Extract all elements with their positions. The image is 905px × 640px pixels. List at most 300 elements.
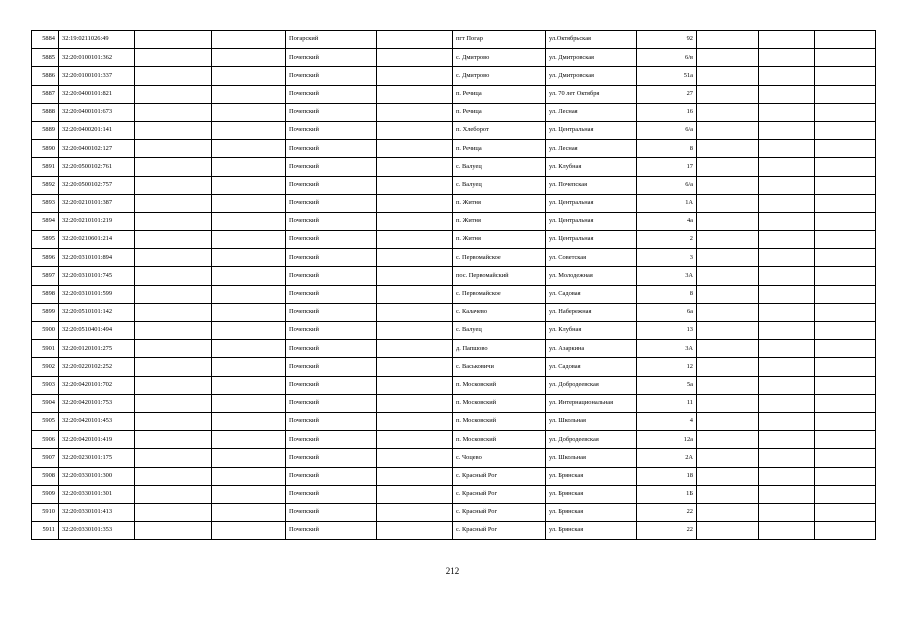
house-number-cell: 2: [637, 231, 697, 249]
blank-cell: [759, 49, 815, 67]
settlement-cell: с. Чоцево: [453, 449, 546, 467]
row-number-cell: 5885: [32, 49, 59, 67]
house-number-cell: 1А: [637, 194, 697, 212]
blank-cell: [135, 267, 212, 285]
blank-cell: [815, 67, 876, 85]
blank-cell: [135, 431, 212, 449]
row-number-cell: 5891: [32, 158, 59, 176]
cadastral-number-cell: 32:20:0420101:702: [59, 376, 135, 394]
street-cell: ул. Набережная: [546, 303, 637, 321]
blank-cell: [212, 158, 286, 176]
blank-cell: [377, 158, 453, 176]
blank-cell: [759, 467, 815, 485]
blank-cell: [815, 303, 876, 321]
blank-cell: [697, 67, 759, 85]
blank-cell: [759, 31, 815, 49]
blank-cell: [815, 231, 876, 249]
district-cell: Почепский: [286, 103, 377, 121]
cadastral-number-cell: 32:20:0330101:353: [59, 522, 135, 540]
blank-cell: [759, 340, 815, 358]
blank-cell: [212, 376, 286, 394]
blank-cell: [377, 522, 453, 540]
house-number-cell: 6/а: [637, 121, 697, 139]
blank-cell: [212, 412, 286, 430]
table-row: [32, 31, 876, 49]
house-number-cell: 6а: [637, 303, 697, 321]
blank-cell: [377, 412, 453, 430]
blank-cell: [212, 176, 286, 194]
cadastral-number-cell: 32:20:0310101:894: [59, 249, 135, 267]
cadastral-number-cell: 32:20:0420101:453: [59, 412, 135, 430]
table-row: [32, 176, 876, 194]
cadastral-number-cell: 32:20:0310101:745: [59, 267, 135, 285]
blank-cell: [759, 194, 815, 212]
blank-cell: [697, 394, 759, 412]
house-number-cell: 2А: [637, 449, 697, 467]
street-cell: ул. Школьная: [546, 412, 637, 430]
street-cell: ул. 70 лет Октября: [546, 85, 637, 103]
settlement-cell: п. Хлеборот: [453, 121, 546, 139]
table-row: [32, 485, 876, 503]
house-number-cell: 17: [637, 158, 697, 176]
table-row: [32, 121, 876, 139]
blank-cell: [759, 212, 815, 230]
blank-cell: [377, 140, 453, 158]
blank-cell: [759, 322, 815, 340]
blank-cell: [135, 412, 212, 430]
table-row: [32, 467, 876, 485]
blank-cell: [697, 158, 759, 176]
blank-cell: [815, 485, 876, 503]
blank-cell: [212, 485, 286, 503]
blank-cell: [697, 212, 759, 230]
settlement-cell: п. Московский: [453, 376, 546, 394]
blank-cell: [697, 194, 759, 212]
street-cell: ул. Школьная: [546, 449, 637, 467]
district-cell: Почепский: [286, 485, 377, 503]
district-cell: Почепский: [286, 85, 377, 103]
street-cell: ул. Брянская: [546, 467, 637, 485]
district-cell: Почепский: [286, 140, 377, 158]
blank-cell: [135, 249, 212, 267]
row-number-cell: 5898: [32, 285, 59, 303]
blank-cell: [377, 322, 453, 340]
blank-cell: [135, 376, 212, 394]
blank-cell: [697, 231, 759, 249]
row-number-cell: 5893: [32, 194, 59, 212]
row-number-cell: 5900: [32, 322, 59, 340]
settlement-cell: с. Первомайское: [453, 285, 546, 303]
row-number-cell: 5904: [32, 394, 59, 412]
house-number-cell: 6/а: [637, 176, 697, 194]
blank-cell: [815, 340, 876, 358]
blank-cell: [377, 121, 453, 139]
street-cell: ул. Добродеевская: [546, 376, 637, 394]
table-row: [32, 49, 876, 67]
settlement-cell: п. Житня: [453, 231, 546, 249]
blank-cell: [815, 176, 876, 194]
row-number-cell: 5903: [32, 376, 59, 394]
blank-cell: [697, 267, 759, 285]
district-cell: Почепский: [286, 67, 377, 85]
district-cell: Почепский: [286, 431, 377, 449]
blank-cell: [212, 67, 286, 85]
row-number-cell: 5901: [32, 340, 59, 358]
blank-cell: [135, 140, 212, 158]
house-number-cell: 8: [637, 140, 697, 158]
settlement-cell: п. Речица: [453, 103, 546, 121]
street-cell: ул. Лесная: [546, 140, 637, 158]
district-cell: Почепский: [286, 158, 377, 176]
blank-cell: [377, 449, 453, 467]
blank-cell: [135, 158, 212, 176]
settlement-cell: с. Валуец: [453, 322, 546, 340]
blank-cell: [697, 522, 759, 540]
house-number-cell: 92: [637, 31, 697, 49]
house-number-cell: 5а: [637, 376, 697, 394]
settlement-cell: с. Дмитрово: [453, 67, 546, 85]
cadastral-number-cell: 32:20:0330101:301: [59, 485, 135, 503]
blank-cell: [759, 431, 815, 449]
blank-cell: [135, 67, 212, 85]
table-row: [32, 267, 876, 285]
settlement-cell: п. Московский: [453, 394, 546, 412]
blank-cell: [759, 176, 815, 194]
blank-cell: [377, 467, 453, 485]
blank-cell: [377, 85, 453, 103]
cadastral-number-cell: 32:20:0400102:127: [59, 140, 135, 158]
district-cell: Почепский: [286, 285, 377, 303]
blank-cell: [377, 285, 453, 303]
table-row: [32, 212, 876, 230]
blank-cell: [697, 358, 759, 376]
blank-cell: [377, 267, 453, 285]
row-number-cell: 5905: [32, 412, 59, 430]
house-number-cell: 3А: [637, 340, 697, 358]
blank-cell: [815, 285, 876, 303]
settlement-cell: п. Московский: [453, 412, 546, 430]
settlement-cell: с. Валуец: [453, 158, 546, 176]
blank-cell: [212, 358, 286, 376]
blank-cell: [135, 340, 212, 358]
blank-cell: [212, 249, 286, 267]
cadastral-number-cell: 32:20:0400201:141: [59, 121, 135, 139]
blank-cell: [815, 412, 876, 430]
district-cell: Почепский: [286, 522, 377, 540]
blank-cell: [212, 285, 286, 303]
street-cell: ул. Дмитровская: [546, 49, 637, 67]
house-number-cell: 3А: [637, 267, 697, 285]
blank-cell: [759, 449, 815, 467]
house-number-cell: 1Б: [637, 485, 697, 503]
blank-cell: [697, 412, 759, 430]
row-number-cell: 5894: [32, 212, 59, 230]
blank-cell: [815, 376, 876, 394]
blank-cell: [759, 485, 815, 503]
settlement-cell: п. Московский: [453, 431, 546, 449]
cadastral-number-cell: 32:20:0420101:753: [59, 394, 135, 412]
cadastral-number-cell: 32:20:0400101:673: [59, 103, 135, 121]
blank-cell: [212, 231, 286, 249]
blank-cell: [135, 121, 212, 139]
settlement-cell: с. Красный Рог: [453, 522, 546, 540]
blank-cell: [815, 431, 876, 449]
table-row: [32, 522, 876, 540]
table-row: [32, 449, 876, 467]
cadastral-number-cell: 32:20:0100101:337: [59, 67, 135, 85]
table-row: [32, 412, 876, 430]
blank-cell: [377, 67, 453, 85]
blank-cell: [212, 31, 286, 49]
blank-cell: [377, 103, 453, 121]
blank-cell: [377, 212, 453, 230]
house-number-cell: 16: [637, 103, 697, 121]
house-number-cell: 11: [637, 394, 697, 412]
street-cell: ул. Центральная: [546, 212, 637, 230]
row-number-cell: 5886: [32, 67, 59, 85]
cadastral-number-cell: 32:20:0220102:252: [59, 358, 135, 376]
blank-cell: [697, 121, 759, 139]
cadastral-number-cell: 32:20:0120101:275: [59, 340, 135, 358]
row-number-cell: 5910: [32, 503, 59, 521]
blank-cell: [815, 212, 876, 230]
blank-cell: [135, 522, 212, 540]
blank-cell: [815, 31, 876, 49]
street-cell: ул. Клубная: [546, 158, 637, 176]
blank-cell: [697, 376, 759, 394]
row-number-cell: 5892: [32, 176, 59, 194]
district-cell: Почепский: [286, 231, 377, 249]
cadastral-number-cell: 32:20:0230101:175: [59, 449, 135, 467]
blank-cell: [697, 449, 759, 467]
blank-cell: [377, 376, 453, 394]
house-number-cell: 6/в: [637, 49, 697, 67]
house-number-cell: 12а: [637, 431, 697, 449]
blank-cell: [815, 49, 876, 67]
blank-cell: [135, 394, 212, 412]
blank-cell: [135, 85, 212, 103]
blank-cell: [759, 103, 815, 121]
table-row: [32, 67, 876, 85]
cadastral-number-cell: 32:19:0211026:49: [59, 31, 135, 49]
blank-cell: [697, 303, 759, 321]
settlement-cell: пос. Первомайский: [453, 267, 546, 285]
blank-cell: [697, 467, 759, 485]
street-cell: ул. Молодежная: [546, 267, 637, 285]
blank-cell: [212, 340, 286, 358]
blank-cell: [759, 358, 815, 376]
blank-cell: [377, 231, 453, 249]
blank-cell: [135, 31, 212, 49]
blank-cell: [377, 249, 453, 267]
blank-cell: [377, 503, 453, 521]
blank-cell: [759, 121, 815, 139]
blank-cell: [815, 522, 876, 540]
blank-cell: [759, 140, 815, 158]
blank-cell: [212, 140, 286, 158]
district-cell: Почепский: [286, 49, 377, 67]
street-cell: ул. Садовая: [546, 358, 637, 376]
district-cell: Почепский: [286, 467, 377, 485]
blank-cell: [759, 85, 815, 103]
blank-cell: [815, 249, 876, 267]
blank-cell: [697, 140, 759, 158]
blank-cell: [815, 158, 876, 176]
street-cell: ул. Центральная: [546, 194, 637, 212]
blank-cell: [135, 231, 212, 249]
settlement-cell: с. Первомайское: [453, 249, 546, 267]
blank-cell: [759, 522, 815, 540]
house-number-cell: 4: [637, 412, 697, 430]
street-cell: ул. Центральная: [546, 121, 637, 139]
blank-cell: [212, 121, 286, 139]
table-row: [32, 249, 876, 267]
blank-cell: [759, 285, 815, 303]
blank-cell: [697, 285, 759, 303]
cadastral-number-cell: 32:20:0310101:599: [59, 285, 135, 303]
blank-cell: [377, 49, 453, 67]
table-row: [32, 85, 876, 103]
district-cell: Почепский: [286, 322, 377, 340]
district-cell: Почепский: [286, 194, 377, 212]
blank-cell: [697, 249, 759, 267]
blank-cell: [135, 485, 212, 503]
blank-cell: [135, 358, 212, 376]
blank-cell: [759, 412, 815, 430]
street-cell: ул. Почепская: [546, 176, 637, 194]
row-number-cell: 5911: [32, 522, 59, 540]
blank-cell: [377, 340, 453, 358]
blank-cell: [759, 231, 815, 249]
blank-cell: [759, 267, 815, 285]
settlement-cell: пгт Погар: [453, 31, 546, 49]
blank-cell: [697, 103, 759, 121]
blank-cell: [697, 176, 759, 194]
street-cell: ул. Садовая: [546, 285, 637, 303]
row-number-cell: 5895: [32, 231, 59, 249]
house-number-cell: 22: [637, 503, 697, 521]
cadastral-number-cell: 32:20:0420101:419: [59, 431, 135, 449]
blank-cell: [815, 322, 876, 340]
blank-cell: [815, 449, 876, 467]
blank-cell: [815, 467, 876, 485]
settlement-cell: с. Красный Рог: [453, 485, 546, 503]
blank-cell: [135, 467, 212, 485]
street-cell: ул. Добродеевская: [546, 431, 637, 449]
blank-cell: [815, 267, 876, 285]
blank-cell: [759, 249, 815, 267]
table-row: [32, 103, 876, 121]
table-row: [32, 503, 876, 521]
cadastral-number-cell: 32:20:0100101:362: [59, 49, 135, 67]
blank-cell: [815, 394, 876, 412]
row-number-cell: 5890: [32, 140, 59, 158]
blank-cell: [135, 285, 212, 303]
house-number-cell: 27: [637, 85, 697, 103]
table-row: [32, 322, 876, 340]
table-row: [32, 158, 876, 176]
district-cell: Почепский: [286, 358, 377, 376]
table-row: [32, 394, 876, 412]
blank-cell: [697, 85, 759, 103]
row-number-cell: 5896: [32, 249, 59, 267]
blank-cell: [135, 303, 212, 321]
settlement-cell: п. Житня: [453, 194, 546, 212]
table-row: [32, 194, 876, 212]
blank-cell: [135, 322, 212, 340]
blank-cell: [212, 467, 286, 485]
blank-cell: [815, 140, 876, 158]
blank-cell: [697, 340, 759, 358]
blank-cell: [759, 503, 815, 521]
house-number-cell: 51а: [637, 67, 697, 85]
blank-cell: [212, 212, 286, 230]
blank-cell: [377, 31, 453, 49]
street-cell: ул. Советская: [546, 249, 637, 267]
street-cell: ул. Клубная: [546, 322, 637, 340]
blank-cell: [212, 267, 286, 285]
blank-cell: [697, 431, 759, 449]
blank-cell: [815, 194, 876, 212]
blank-cell: [759, 158, 815, 176]
blank-cell: [815, 121, 876, 139]
district-cell: Почепский: [286, 340, 377, 358]
blank-cell: [815, 103, 876, 121]
cadastral-number-cell: 32:20:0210101:219: [59, 212, 135, 230]
blank-cell: [377, 303, 453, 321]
house-number-cell: 18: [637, 467, 697, 485]
settlement-cell: с. Калачево: [453, 303, 546, 321]
blank-cell: [759, 67, 815, 85]
settlement-cell: п. Речица: [453, 85, 546, 103]
district-cell: Почепский: [286, 267, 377, 285]
house-number-cell: 3: [637, 249, 697, 267]
district-cell: Почепский: [286, 303, 377, 321]
blank-cell: [135, 176, 212, 194]
blank-cell: [759, 303, 815, 321]
cadastral-number-cell: 32:20:0510101:142: [59, 303, 135, 321]
blank-cell: [135, 212, 212, 230]
table-row: [32, 340, 876, 358]
blank-cell: [377, 485, 453, 503]
street-cell: ул. Центральная: [546, 231, 637, 249]
street-cell: ул. Лесная: [546, 103, 637, 121]
cadastral-number-cell: 32:20:0330101:300: [59, 467, 135, 485]
cadastral-number-cell: 32:20:0500102:757: [59, 176, 135, 194]
registry-table: [31, 30, 876, 540]
district-cell: Почепский: [286, 176, 377, 194]
row-number-cell: 5889: [32, 121, 59, 139]
blank-cell: [697, 31, 759, 49]
row-number-cell: 5908: [32, 467, 59, 485]
table-row: [32, 285, 876, 303]
cadastral-number-cell: 32:20:0510401:494: [59, 322, 135, 340]
page-number: 212: [445, 566, 460, 576]
row-number-cell: 5888: [32, 103, 59, 121]
cadastral-number-cell: 32:20:0500102:761: [59, 158, 135, 176]
table-row: [32, 140, 876, 158]
row-number-cell: 5899: [32, 303, 59, 321]
district-cell: Почепский: [286, 121, 377, 139]
blank-cell: [212, 503, 286, 521]
blank-cell: [697, 49, 759, 67]
district-cell: Почепский: [286, 249, 377, 267]
house-number-cell: 22: [637, 522, 697, 540]
district-cell: Почепский: [286, 412, 377, 430]
blank-cell: [212, 394, 286, 412]
blank-cell: [212, 85, 286, 103]
blank-cell: [135, 49, 212, 67]
